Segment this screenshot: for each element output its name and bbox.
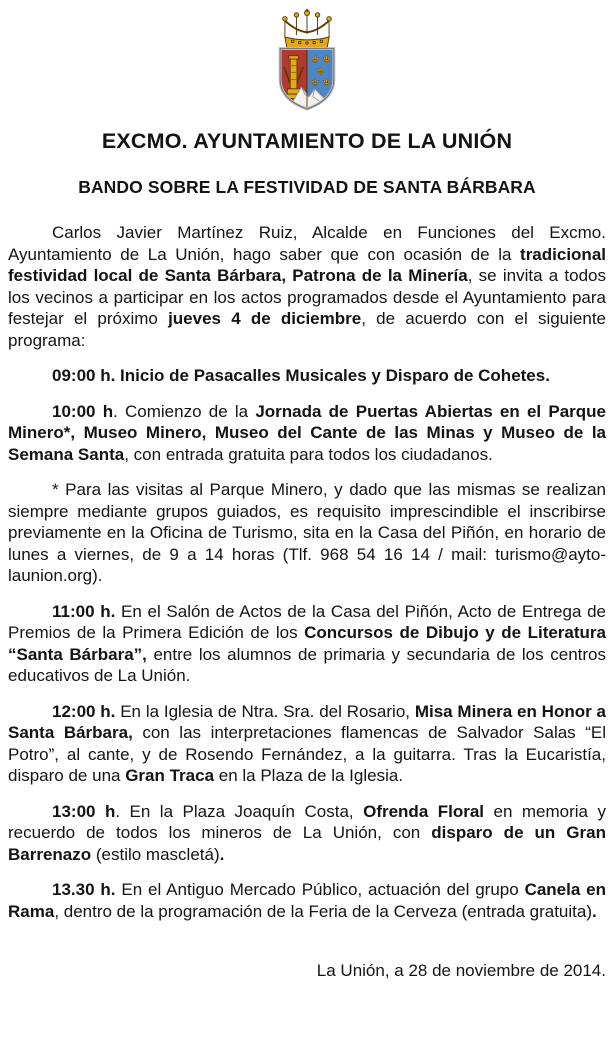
text-run: * Para las visitas al Parque Minero, y dado que las mismas se realizan siempre mediante grupos guiados, es requisito imprescindible el inscribirse previamente en la Oficina de Turismo, sita en la Casa del Piñón, en horario de lunes a viernes, de 9 a 14 horas (Tlf. 968 54 16 14 / mail: turismo@ayto-launion.org).	[8, 480, 606, 585]
bold-text-run: 13:00 h	[52, 801, 116, 821]
text-run: en memoria y recuerdo de todos los mineros de La Unión, con	[8, 801, 606, 842]
crest-container	[8, 0, 606, 116]
bold-text-run: jueves 4 de diciembre	[168, 309, 362, 328]
bold-text-run: 11:00 h.	[52, 601, 116, 621]
text-run: , con entrada gratuita para todos los ciudadanos.	[124, 444, 493, 464]
text-run: en la Plaza de la Iglesia.	[214, 766, 404, 785]
text-run: , se invita a todos los vecinos a participar en los actos programados desde el Ayuntamiento para festejar el próximo	[8, 266, 606, 328]
note-parque-minero	[8, 479, 606, 587]
text-run: . En la Plaza Joaquín Costa,	[115, 801, 364, 821]
date-line: La Unión, a 28 de noviembre de 2014.	[316, 961, 606, 980]
document-title: EXCMO. AYUNTAMIENTO DE LA UNIÓN	[101, 129, 513, 153]
text-run: , dentro de la programación de la Feria de la Cerveza (entrada gratuita)	[54, 901, 592, 921]
text-run: En la Iglesia de Ntra. Sra. del Rosario,	[115, 701, 415, 721]
text-run: entre los alumnos de primaria y secundaria de los centros educativos de La Unión.	[8, 644, 606, 685]
text-run: En el Salón de Actos de la Casa del Piñón, Acto de Entrega de Premios de la Primera Edición de los	[8, 601, 607, 642]
bold-text-run: 13.30 h.	[52, 880, 116, 899]
bold-text-run: tradicional festividad local de Santa Bárbara, Patrona de la Minería	[8, 244, 606, 285]
program-item-1000	[8, 401, 606, 466]
bold-text-run: 10:00 h	[52, 401, 114, 421]
coat-of-arms-icon	[259, 8, 355, 114]
bold-text-run: Ofrenda Floral	[363, 801, 485, 821]
bold-text-run: disparo de un Gran Barrenazo	[8, 823, 606, 864]
text-run: Carlos Javier Martínez Ruiz, Alcalde en Funciones del Excmo. Ayuntamiento de La Unión, hago saber que con ocasión de la	[8, 223, 606, 264]
bold-text-run: Canela en Rama	[8, 880, 607, 921]
program-item-1200	[8, 701, 606, 787]
program-item-1300	[8, 801, 606, 866]
bold-text-run: Concursos de Dibujo y de Literatura “Santa Bárbara”,	[8, 623, 606, 664]
bold-text-run: Gran Traca	[125, 766, 215, 785]
bold-text-run: Misa Minera en Honor a Santa Bárbara,	[8, 701, 606, 742]
bold-text-run: 12:00 h.	[52, 701, 116, 721]
program-item-0900	[8, 365, 606, 387]
program-item-1100	[8, 601, 606, 687]
text-run: (estilo mascletá)	[91, 844, 220, 864]
text-run: , de acuerdo con el siguiente programa:	[8, 309, 606, 350]
text-run: con las interpretaciones flamencas de Salvador Salas “El Potro”, al cante, y de Rosendo Fernández, a la guitarra. Tras la Eucaristía, disparo de una	[8, 723, 606, 785]
bold-text-run: .	[592, 901, 597, 921]
text-run: En el Antiguo Mercado Público, actuación del grupo	[115, 880, 525, 899]
bold-text-run: 09:00 h. Inicio de Pasacalles Musicales y Disparo de Cohetes.	[52, 366, 550, 385]
bold-text-run: .	[219, 844, 225, 864]
crown-icon	[283, 9, 332, 50]
program-item-1330	[8, 879, 606, 922]
document-body	[8, 222, 606, 922]
intro-paragraph	[8, 222, 606, 351]
document-subtitle: BANDO SOBRE LA FESTIVIDAD DE SANTA BÁRBARA	[78, 177, 536, 197]
text-run: . Comienzo de la	[113, 401, 256, 421]
bold-text-run: Jornada de Puertas Abiertas en el Parque Minero*, Museo Minero, Museo del Cante de las Minas y Museo de la Semana Santa	[8, 401, 606, 464]
